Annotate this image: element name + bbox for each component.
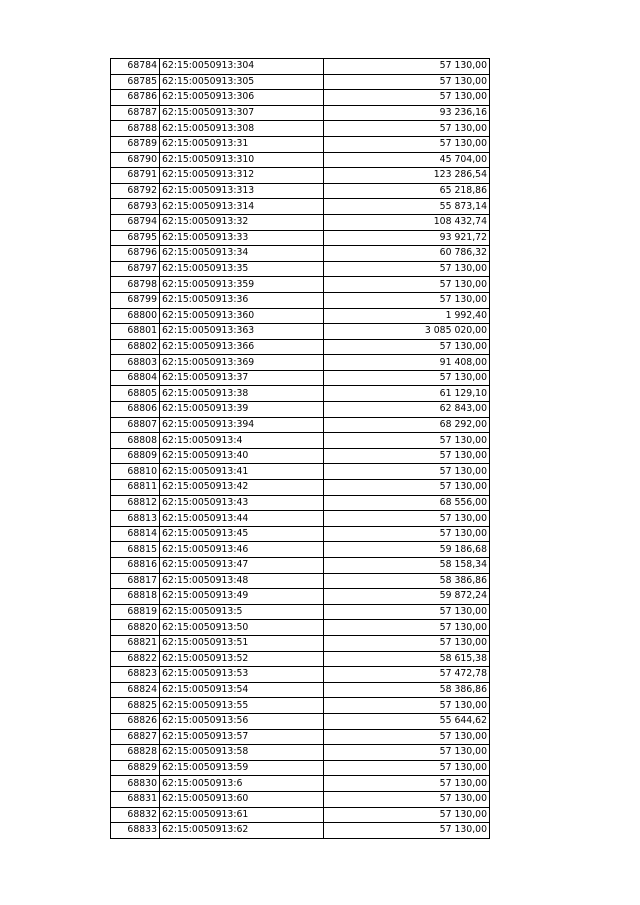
row-number-cell: 68825 [111, 698, 160, 714]
value-cell: 57 130,00 [324, 292, 490, 308]
value-cell: 61 129,10 [324, 386, 490, 402]
value-cell: 57 130,00 [324, 480, 490, 496]
table-row [111, 370, 490, 386]
value-cell: 57 130,00 [324, 433, 490, 449]
value-cell: 57 130,00 [324, 776, 490, 792]
cadastral-number-cell: 62:15:0050913:58 [160, 745, 324, 761]
row-number-cell: 68830 [111, 776, 160, 792]
table-row [111, 604, 490, 620]
value-cell: 123 286,54 [324, 168, 490, 184]
table-row [111, 698, 490, 714]
row-number-cell: 68788 [111, 121, 160, 137]
table-row [111, 417, 490, 433]
value-cell: 58 615,38 [324, 651, 490, 667]
value-cell: 65 218,86 [324, 183, 490, 199]
table-row [111, 682, 490, 698]
value-cell: 58 158,34 [324, 558, 490, 574]
table-row [111, 324, 490, 340]
cadastral-number-cell: 62:15:0050913:36 [160, 292, 324, 308]
cadastral-number-cell: 62:15:0050913:59 [160, 760, 324, 776]
value-cell: 57 130,00 [324, 807, 490, 823]
cadastral-number-cell: 62:15:0050913:307 [160, 105, 324, 121]
row-number-cell: 68828 [111, 745, 160, 761]
row-number-cell: 68798 [111, 277, 160, 293]
row-number-cell: 68815 [111, 542, 160, 558]
row-number-cell: 68809 [111, 448, 160, 464]
row-number-cell: 68793 [111, 199, 160, 215]
value-cell: 3 085 020,00 [324, 324, 490, 340]
cadastral-value-table [110, 58, 490, 839]
cadastral-number-cell: 62:15:0050913:40 [160, 448, 324, 464]
value-cell: 55 873,14 [324, 199, 490, 215]
cadastral-number-cell: 62:15:0050913:53 [160, 667, 324, 683]
row-number-cell: 68831 [111, 791, 160, 807]
row-number-cell: 68801 [111, 324, 160, 340]
row-number-cell: 68813 [111, 511, 160, 527]
value-cell: 60 786,32 [324, 246, 490, 262]
value-cell: 57 130,00 [324, 620, 490, 636]
table-row [111, 464, 490, 480]
value-cell: 57 130,00 [324, 635, 490, 651]
value-cell: 68 292,00 [324, 417, 490, 433]
cadastral-number-cell: 62:15:0050913:363 [160, 324, 324, 340]
cadastral-number-cell: 62:15:0050913:41 [160, 464, 324, 480]
table-row [111, 713, 490, 729]
row-number-cell: 68792 [111, 183, 160, 199]
value-cell: 57 130,00 [324, 136, 490, 152]
cadastral-number-cell: 62:15:0050913:48 [160, 573, 324, 589]
cadastral-number-cell: 62:15:0050913:39 [160, 402, 324, 418]
value-cell: 57 130,00 [324, 59, 490, 75]
table-row [111, 433, 490, 449]
value-cell: 57 130,00 [324, 261, 490, 277]
row-number-cell: 68786 [111, 90, 160, 106]
row-number-cell: 68804 [111, 370, 160, 386]
table-row [111, 760, 490, 776]
row-number-cell: 68818 [111, 589, 160, 605]
table-row [111, 448, 490, 464]
cadastral-number-cell: 62:15:0050913:5 [160, 604, 324, 620]
table-row [111, 776, 490, 792]
value-cell: 91 408,00 [324, 355, 490, 371]
table-row [111, 152, 490, 168]
value-cell: 57 130,00 [324, 511, 490, 527]
table-row [111, 355, 490, 371]
value-cell: 62 843,00 [324, 402, 490, 418]
value-cell: 57 130,00 [324, 760, 490, 776]
row-number-cell: 68812 [111, 495, 160, 511]
cadastral-number-cell: 62:15:0050913:304 [160, 59, 324, 75]
cadastral-number-cell: 62:15:0050913:38 [160, 386, 324, 402]
row-number-cell: 68833 [111, 823, 160, 839]
table-row [111, 292, 490, 308]
cadastral-number-cell: 62:15:0050913:308 [160, 121, 324, 137]
value-cell: 59 872,24 [324, 589, 490, 605]
value-cell: 57 130,00 [324, 339, 490, 355]
cadastral-number-cell: 62:15:0050913:394 [160, 417, 324, 433]
cadastral-number-cell: 62:15:0050913:47 [160, 558, 324, 574]
cadastral-number-cell: 62:15:0050913:61 [160, 807, 324, 823]
cadastral-number-cell: 62:15:0050913:56 [160, 713, 324, 729]
row-number-cell: 68796 [111, 246, 160, 262]
cadastral-number-cell: 62:15:0050913:366 [160, 339, 324, 355]
cadastral-number-cell: 62:15:0050913:57 [160, 729, 324, 745]
row-number-cell: 68791 [111, 168, 160, 184]
row-number-cell: 68810 [111, 464, 160, 480]
row-number-cell: 68819 [111, 604, 160, 620]
row-number-cell: 68824 [111, 682, 160, 698]
row-number-cell: 68789 [111, 136, 160, 152]
cadastral-number-cell: 62:15:0050913:32 [160, 214, 324, 230]
value-cell: 57 130,00 [324, 370, 490, 386]
table-row [111, 526, 490, 542]
row-number-cell: 68823 [111, 667, 160, 683]
cadastral-number-cell: 62:15:0050913:37 [160, 370, 324, 386]
value-cell: 108 432,74 [324, 214, 490, 230]
table-row [111, 589, 490, 605]
table-row [111, 136, 490, 152]
cadastral-number-cell: 62:15:0050913:60 [160, 791, 324, 807]
table-row [111, 246, 490, 262]
table-row [111, 745, 490, 761]
table-body [111, 59, 490, 839]
value-cell: 57 130,00 [324, 791, 490, 807]
table-row [111, 386, 490, 402]
cadastral-number-cell: 62:15:0050913:50 [160, 620, 324, 636]
table-row [111, 823, 490, 839]
table-row [111, 74, 490, 90]
table-row [111, 558, 490, 574]
row-number-cell: 68827 [111, 729, 160, 745]
table-row [111, 308, 490, 324]
table-row [111, 121, 490, 137]
table-row [111, 729, 490, 745]
cadastral-number-cell: 62:15:0050913:369 [160, 355, 324, 371]
table-row [111, 402, 490, 418]
row-number-cell: 68790 [111, 152, 160, 168]
row-number-cell: 68800 [111, 308, 160, 324]
row-number-cell: 68811 [111, 480, 160, 496]
cadastral-number-cell: 62:15:0050913:55 [160, 698, 324, 714]
row-number-cell: 68808 [111, 433, 160, 449]
table-row [111, 635, 490, 651]
table-row [111, 667, 490, 683]
row-number-cell: 68797 [111, 261, 160, 277]
table-row [111, 105, 490, 121]
cadastral-number-cell: 62:15:0050913:54 [160, 682, 324, 698]
table-row [111, 183, 490, 199]
value-cell: 57 130,00 [324, 90, 490, 106]
table-row [111, 214, 490, 230]
value-cell: 93 921,72 [324, 230, 490, 246]
row-number-cell: 68785 [111, 74, 160, 90]
value-cell: 57 472,78 [324, 667, 490, 683]
value-cell: 93 236,16 [324, 105, 490, 121]
row-number-cell: 68803 [111, 355, 160, 371]
table-row [111, 495, 490, 511]
cadastral-number-cell: 62:15:0050913:310 [160, 152, 324, 168]
cadastral-number-cell: 62:15:0050913:360 [160, 308, 324, 324]
value-cell: 68 556,00 [324, 495, 490, 511]
row-number-cell: 68826 [111, 713, 160, 729]
value-cell: 57 130,00 [324, 604, 490, 620]
table-row [111, 511, 490, 527]
row-number-cell: 68784 [111, 59, 160, 75]
table-row [111, 90, 490, 106]
value-cell: 57 130,00 [324, 277, 490, 293]
table-row [111, 620, 490, 636]
cadastral-number-cell: 62:15:0050913:31 [160, 136, 324, 152]
value-cell: 59 186,68 [324, 542, 490, 558]
cadastral-number-cell: 62:15:0050913:49 [160, 589, 324, 605]
value-cell: 55 644,62 [324, 713, 490, 729]
table-row [111, 199, 490, 215]
row-number-cell: 68814 [111, 526, 160, 542]
cadastral-number-cell: 62:15:0050913:46 [160, 542, 324, 558]
row-number-cell: 68806 [111, 402, 160, 418]
table-row [111, 168, 490, 184]
row-number-cell: 68787 [111, 105, 160, 121]
cadastral-number-cell: 62:15:0050913:359 [160, 277, 324, 293]
row-number-cell: 68807 [111, 417, 160, 433]
value-cell: 57 130,00 [324, 464, 490, 480]
cadastral-number-cell: 62:15:0050913:6 [160, 776, 324, 792]
table-row [111, 807, 490, 823]
value-cell: 45 704,00 [324, 152, 490, 168]
row-number-cell: 68821 [111, 635, 160, 651]
cadastral-number-cell: 62:15:0050913:35 [160, 261, 324, 277]
cadastral-number-cell: 62:15:0050913:42 [160, 480, 324, 496]
table-row [111, 573, 490, 589]
value-cell: 58 386,86 [324, 682, 490, 698]
table-row [111, 480, 490, 496]
table-row [111, 791, 490, 807]
cadastral-number-cell: 62:15:0050913:45 [160, 526, 324, 542]
cadastral-number-cell: 62:15:0050913:52 [160, 651, 324, 667]
table-row [111, 542, 490, 558]
row-number-cell: 68794 [111, 214, 160, 230]
value-cell: 57 130,00 [324, 745, 490, 761]
cadastral-number-cell: 62:15:0050913:43 [160, 495, 324, 511]
cadastral-number-cell: 62:15:0050913:51 [160, 635, 324, 651]
row-number-cell: 68829 [111, 760, 160, 776]
cadastral-number-cell: 62:15:0050913:62 [160, 823, 324, 839]
value-cell: 57 130,00 [324, 121, 490, 137]
value-cell: 57 130,00 [324, 448, 490, 464]
table-row [111, 59, 490, 75]
cadastral-number-cell: 62:15:0050913:305 [160, 74, 324, 90]
table-row [111, 230, 490, 246]
value-cell: 57 130,00 [324, 698, 490, 714]
value-cell: 57 130,00 [324, 729, 490, 745]
table-row [111, 277, 490, 293]
row-number-cell: 68822 [111, 651, 160, 667]
row-number-cell: 68817 [111, 573, 160, 589]
value-cell: 57 130,00 [324, 823, 490, 839]
row-number-cell: 68805 [111, 386, 160, 402]
row-number-cell: 68820 [111, 620, 160, 636]
cadastral-number-cell: 62:15:0050913:314 [160, 199, 324, 215]
row-number-cell: 68832 [111, 807, 160, 823]
table-row [111, 261, 490, 277]
cadastral-number-cell: 62:15:0050913:313 [160, 183, 324, 199]
cadastral-number-cell: 62:15:0050913:33 [160, 230, 324, 246]
row-number-cell: 68795 [111, 230, 160, 246]
table-row [111, 651, 490, 667]
cadastral-number-cell: 62:15:0050913:4 [160, 433, 324, 449]
row-number-cell: 68816 [111, 558, 160, 574]
cadastral-number-cell: 62:15:0050913:34 [160, 246, 324, 262]
cadastral-number-cell: 62:15:0050913:44 [160, 511, 324, 527]
row-number-cell: 68802 [111, 339, 160, 355]
row-number-cell: 68799 [111, 292, 160, 308]
value-cell: 57 130,00 [324, 74, 490, 90]
table-row [111, 339, 490, 355]
value-cell: 1 992,40 [324, 308, 490, 324]
value-cell: 57 130,00 [324, 526, 490, 542]
value-cell: 58 386,86 [324, 573, 490, 589]
cadastral-number-cell: 62:15:0050913:312 [160, 168, 324, 184]
cadastral-number-cell: 62:15:0050913:306 [160, 90, 324, 106]
